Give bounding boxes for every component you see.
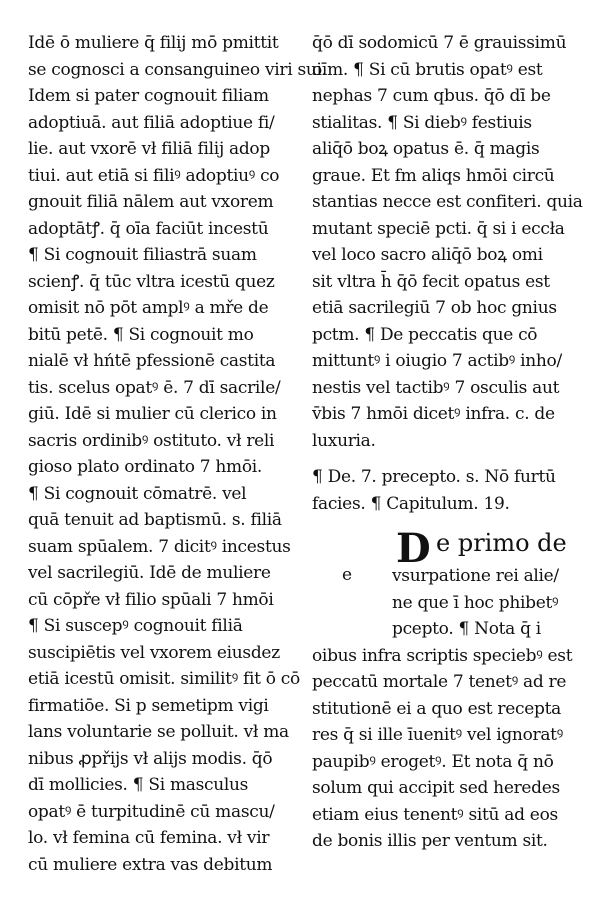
text-line: dī mollicies. ¶ Si masculus <box>28 775 249 795</box>
text-line: vsurpatione rei alie/ <box>392 566 559 586</box>
text-line: mittuntꝰ i oiugio 7 actibꝰ inho/ <box>312 351 562 371</box>
text-line: de bonis illis per ventum sit. <box>312 831 548 851</box>
text-line: cū muliere extra vas debitum <box>28 854 273 875</box>
text-line: sacris ordinibꝰ ostituto. vł reli <box>28 430 275 451</box>
text-line: tiui. aut etiā si filiꝰ adoptiuꝰ co <box>28 165 280 186</box>
guide-letter: e <box>342 565 353 585</box>
text-line: Idem si pater cognouit filiam <box>28 86 269 106</box>
text-line: pcepto. ¶ Nota q̄ i <box>392 619 541 639</box>
text-line: solum qui accipit sed heredes <box>312 778 560 798</box>
text-line: stantias necce est confiteri. quia <box>312 192 583 212</box>
text-line: stitutionē ei a quo est recepta <box>312 698 561 719</box>
text-line: aliq̄ō boꝝ opatus ē. q̄ magis <box>312 139 540 159</box>
text-line: mutant speciē pcti. q̄ si i eccła <box>312 218 565 239</box>
text-line: Idē ō muliere q̄ filij mō pmittit <box>28 33 279 53</box>
text-line: ¶ Si cognouit cōmatrē. vel <box>28 483 247 504</box>
chapter-incipit <box>312 523 582 572</box>
text-line: pctm. ¶ De peccatis que cō <box>312 324 538 345</box>
text-line: oīm. ¶ Si cū brutis opatꝰ est <box>312 59 543 80</box>
text-line: res q̄ si ille īuenitꝰ vel ignoratꝰ <box>312 725 563 745</box>
text-line: nialē vł hńtē pfessionē castita <box>28 351 276 371</box>
text-line: adoptiuā. aut filiā adoptiue fi/ <box>28 112 275 133</box>
left-column <box>28 30 327 878</box>
text-line: graue. Et fm aliqs hmōi circū <box>312 165 555 186</box>
chapter-header-line: ¶ De. 7. precepto. s. Nō furtū <box>312 467 556 487</box>
text-line: paupibꝰ erogetꝰ. Et nota q̄ nō <box>312 751 554 772</box>
text-line: adoptātꝭ. q̄ oīa faciūt incestū <box>28 218 269 239</box>
text-line: etiā sacrilegiū 7 ob hoc gnius <box>312 298 557 318</box>
text-line: ne que ī hoc phibetꝰ <box>392 592 559 613</box>
text-line: etiam eius tenentꝰ sitū ad eos <box>312 804 558 825</box>
chapter-header-line: facies. ¶ Capitulum. 19. <box>312 493 510 514</box>
text-line: suam spūalem. 7 dicitꝰ incestus <box>28 536 291 557</box>
text-line: q̄ō dī sodomicū 7 ē grauissimū <box>312 33 567 53</box>
text-line: stialitas. ¶ Si diebꝰ festiuis <box>312 112 532 133</box>
text-line: vel loco sacro aliq̄ō boꝝ omi <box>312 245 543 265</box>
text-line: lie. aut vxorē vł filiā filij adop <box>28 139 270 159</box>
right-column <box>312 30 582 855</box>
incipit-text: e primo de <box>436 529 567 557</box>
text-line: oibus infra scriptis speciebꝰ est <box>312 645 573 666</box>
text-line: bitū petē. ¶ Si cognouit mo <box>28 324 254 345</box>
text-line: luxuria. <box>312 430 376 451</box>
text-line: omisit nō pōt amplꝰ a mře de <box>28 298 269 318</box>
text-line: suscipiētis vel vxorem eiusdez <box>28 642 280 663</box>
text-line: lanѕ voluntarie se polluit. vł ma <box>28 722 289 742</box>
text-line: firmatiōe. Si p semetipm vigi <box>28 695 269 716</box>
text-line: lo. vł femina cū femina. vł vir <box>28 828 270 848</box>
text-line: ¶ Si suscepꝰ cognouit filiā <box>28 616 243 636</box>
text-line: se cognosci a consanguineo viri sui. <box>28 59 327 80</box>
text-line: giū. Idē si mulier cū clerico in <box>28 404 277 424</box>
text-line: peccatū mortale 7 tenetꝰ ad re <box>312 672 567 692</box>
text-line: scienꝭ. q̄ tūc vltra icestū quez <box>28 271 275 292</box>
text-line: gnouit filiā nālem aut vxorem <box>28 192 274 212</box>
text-line: cū cōpře vł filio spūali 7 hmōi <box>28 589 274 610</box>
spacer <box>312 454 582 464</box>
text-line: quā tenuit ad baptismū. s. filiā <box>28 510 282 530</box>
chapter-opening <box>312 523 582 643</box>
text-line: sit vltra h̄ q̄ō fecit opatus est <box>312 271 550 292</box>
text-line: opatꝰ ē turpitudinē cū mascu/ <box>28 801 275 822</box>
initial-letter: D <box>396 525 431 572</box>
text-line: etiā icestū omisit. similitꝰ fit ō cō <box>28 669 300 689</box>
text-line: v̄bis 7 hmōi dicetꝰ infra. c. de <box>312 404 555 424</box>
text-line: tis. scelus opatꝰ ē. 7 dī sacrile/ <box>28 377 281 398</box>
text-line: ¶ Si cognouit filiastrā suam <box>28 245 257 265</box>
text-line: nephas 7 cum qbus. q̄ō dī be <box>312 86 551 106</box>
text-line: nestis vel tactibꝰ 7 osculis aut <box>312 377 560 398</box>
text-line: gioso plato ordinato 7 hmōi. <box>28 457 263 477</box>
text-line: vel sacrilegiū. Idē de muliere <box>28 563 271 583</box>
text-line: nibus ꝓpřijs vł alijs modis. q̄ō <box>28 748 273 769</box>
